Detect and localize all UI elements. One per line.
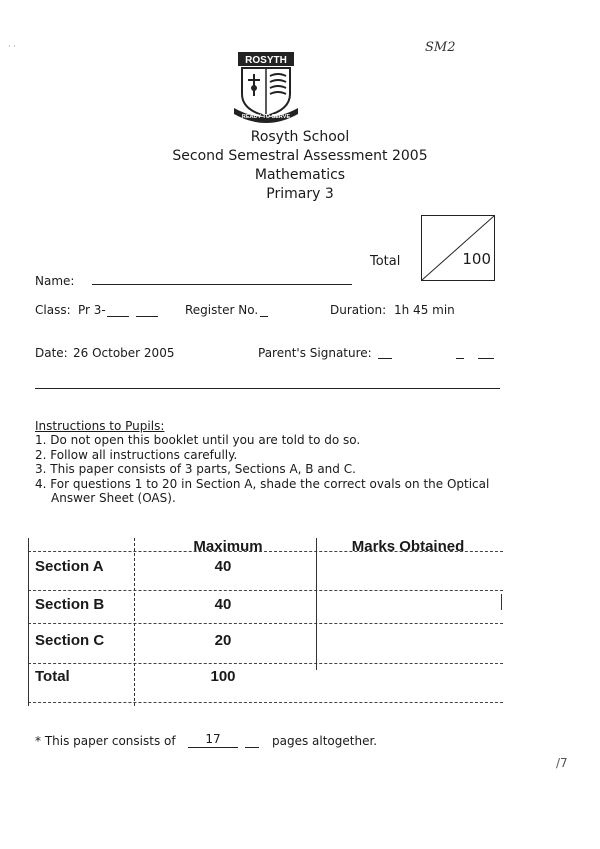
instruction-item: 1. Do not open this booklet until you are told to do so. bbox=[35, 433, 361, 447]
table-right-border bbox=[501, 594, 502, 610]
date-value: 26 October 2005 bbox=[73, 346, 175, 360]
header-maximum: Maximum bbox=[193, 538, 263, 555]
register-field[interactable] bbox=[260, 316, 268, 317]
total-score-box[interactable] bbox=[421, 215, 495, 281]
corner-note: SM2 bbox=[425, 40, 456, 55]
row-section-c-label: Section C bbox=[35, 632, 105, 649]
assessment-title: Second Semestral Assessment 2005 bbox=[172, 148, 428, 164]
page-marker: /7 bbox=[556, 756, 568, 770]
subject-title: Mathematics bbox=[254, 167, 346, 183]
pages-count: 17 bbox=[205, 732, 221, 746]
signature-field-b[interactable] bbox=[456, 358, 464, 359]
scan-speck: · · bbox=[8, 42, 16, 51]
crest-motto-text: READY TO SERVE bbox=[241, 114, 291, 120]
level-title: Primary 3 bbox=[266, 186, 334, 202]
duration-label: Duration: bbox=[330, 303, 387, 317]
row-section-c-marks[interactable] bbox=[328, 632, 488, 654]
instruction-item: Answer Sheet (OAS). bbox=[51, 491, 176, 505]
instruction-item: 3. This paper consists of 3 parts, Sections A, B and C. bbox=[35, 462, 356, 476]
total-max: 100 bbox=[462, 250, 491, 268]
signature-label: Parent's Signature: bbox=[258, 346, 372, 360]
crest-icon bbox=[232, 50, 300, 124]
row-section-c-max: 20 bbox=[214, 632, 232, 649]
header-marks-obtained: Marks Obtained bbox=[351, 538, 465, 555]
row-section-a-marks[interactable] bbox=[328, 558, 488, 580]
name-label: Name: bbox=[35, 274, 75, 288]
instructions-list bbox=[35, 433, 489, 506]
row-section-a-max: 40 bbox=[214, 558, 232, 575]
instruction-item: 4. For questions 1 to 20 in Section A, shade the correct ovals on the Optical bbox=[35, 476, 490, 491]
class-field-b[interactable] bbox=[136, 316, 158, 317]
class-label: Class: bbox=[35, 303, 71, 317]
table-row-rule bbox=[28, 590, 503, 591]
row-section-b-marks[interactable] bbox=[328, 596, 488, 618]
row-section-a-label: Section A bbox=[35, 558, 104, 575]
school-crest bbox=[232, 50, 300, 124]
header-divider bbox=[35, 388, 500, 389]
instructions-heading: Instructions to Pupils: bbox=[35, 419, 165, 433]
class-field-a[interactable] bbox=[107, 316, 129, 317]
marks-table bbox=[28, 530, 503, 710]
register-label: Register No. bbox=[185, 303, 259, 317]
class-value: Pr 3- bbox=[78, 303, 106, 317]
signature-field-a[interactable] bbox=[378, 358, 392, 359]
row-total-max: 100 bbox=[210, 668, 236, 685]
row-total-marks[interactable] bbox=[328, 668, 488, 690]
duration-value: 1h 45 min bbox=[394, 303, 455, 317]
table-row-rule bbox=[28, 663, 503, 664]
instruction-item: 2. Follow all instructions carefully. bbox=[35, 447, 238, 462]
row-total-label: Total bbox=[35, 668, 70, 685]
table-col-divider bbox=[316, 538, 317, 670]
pages-count-line-b bbox=[245, 747, 259, 748]
name-field[interactable] bbox=[92, 284, 352, 285]
exam-header bbox=[100, 128, 500, 204]
pages-note-suffix: pages altogether. bbox=[272, 734, 378, 748]
table-bottom-rule bbox=[28, 702, 503, 703]
pages-note-prefix: * This paper consists of bbox=[35, 734, 176, 748]
pages-count-line bbox=[188, 747, 238, 748]
date-label: Date: bbox=[35, 346, 68, 360]
table-col-divider bbox=[134, 538, 135, 706]
row-section-b-label: Section B bbox=[35, 596, 105, 613]
crest-name-text: ROSYTH bbox=[245, 55, 287, 66]
table-row-rule bbox=[28, 623, 503, 624]
table-left-border bbox=[28, 538, 29, 706]
total-label: Total bbox=[370, 254, 401, 269]
row-section-b-max: 40 bbox=[214, 596, 232, 613]
signature-field-c[interactable] bbox=[478, 358, 494, 359]
school-name: Rosyth School bbox=[250, 129, 350, 145]
diagonal-slash-icon bbox=[422, 216, 494, 280]
